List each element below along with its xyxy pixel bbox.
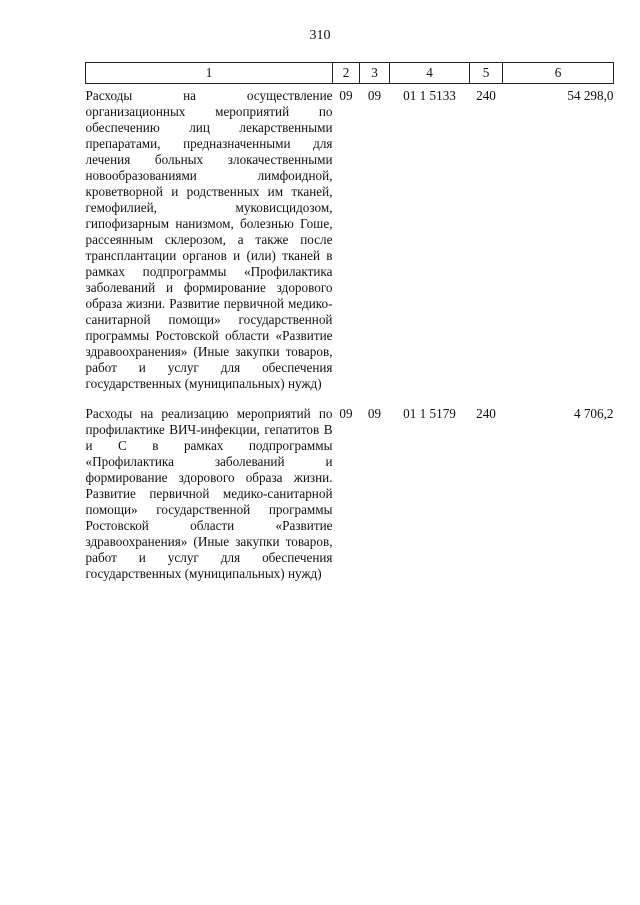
column-header-2: 2 [333,63,360,84]
row-amount: 4 706,2 [573,406,614,421]
page-number: 310 [309,28,331,43]
row-target-article: 01 1 5133 [403,88,456,103]
budget-table [85,62,614,592]
table-row [86,402,614,592]
row-section-code: 09 [339,88,353,103]
column-header-1: 1 [86,63,333,84]
column-header-3: 3 [360,63,390,84]
row-description: Расходы на осуществление организационных мероприятий по обеспечению лиц лекарственными препаратами, предназначенными для лечения больных злокачественными новообразованиями лимфоидной, кроветворной и родственных им тканей, гемофилией, муковисцидозом, гипофизарным нанизмом, болезнью Гоше, рассеянным склерозом, а также после трансплантации органов и (или) тканей в рамках подпрограммы «Профилактика заболеваний и формирование здорового образа жизни. Развитие первичной медико-санитарной помощи» государственной программы Ростовской области «Развитие здравоохранения» (Иные закупки товаров, работ и услуг для обеспечения государственных (муниципальных) нужд) [85,88,333,391]
column-header-6: 6 [503,63,614,84]
table-header-row [86,63,614,84]
row-amount: 54 298,0 [567,88,614,103]
row-description: Расходы на реализацию мероприятий по профилактике ВИЧ-инфекции, гепатитов В и С в рамках подпрограммы «Профилактика заболеваний и формирование здорового образа жизни. Развитие первичной медико-санитарной помощи» государственной программы Ростовской области «Развитие здравоохранения» (Иные закупки товаров, работ и услуг для обеспечения государственных (муниципальных) нужд) [85,406,333,581]
table-row [86,84,614,403]
row-expense-type: 240 [476,88,496,103]
row-section-code: 09 [339,406,353,421]
column-header-5: 5 [470,63,503,84]
row-subsection-code: 09 [367,406,382,421]
row-target-article: 01 1 5179 [403,406,456,421]
row-expense-type: 240 [476,406,496,421]
row-subsection-code: 09 [367,88,382,103]
column-header-4: 4 [390,63,470,84]
